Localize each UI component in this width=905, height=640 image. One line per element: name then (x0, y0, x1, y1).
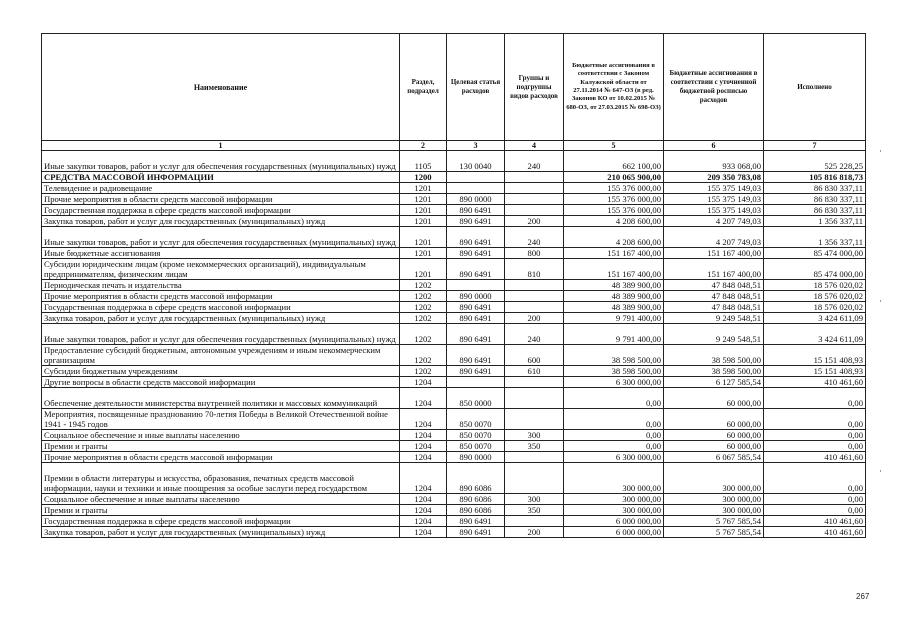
cell-name: Мероприятия, посвященные празднованию 70-летия Победы в Великой Отечественной войне 1941 - 1945 годов (42, 409, 400, 430)
cell-target: 890 6491 (447, 259, 505, 280)
cell-section: 1201 (400, 248, 447, 259)
cell-budget-law: 6 000 000,00 (564, 527, 664, 538)
cell-executed: 0,00 (764, 441, 866, 452)
cell-budget-law: 9 791 400,00 (564, 313, 664, 324)
cell-name: Предоставление субсидий бюджетным, автономным учреждениям и иным некоммерческим организациям (42, 345, 400, 366)
cell-executed: 15 151 408,93 (764, 366, 866, 377)
cell-target: 850 0070 (447, 441, 505, 452)
cell-name: Закупка товаров, работ и услуг для государственных (муниципальных) нужд (42, 216, 400, 227)
cell-target (447, 377, 505, 388)
cell-budget-law: 210 065 900,00 (564, 172, 664, 183)
cell-group (505, 280, 564, 291)
cell-section: 1201 (400, 183, 447, 194)
cell-group: 240 (505, 227, 564, 248)
cell-group: 200 (505, 216, 564, 227)
cell-budget-law: 38 598 500,00 (564, 366, 664, 377)
cell-group (505, 516, 564, 527)
cell-group: 240 (505, 151, 564, 172)
cell-group (505, 409, 564, 430)
cell-budget-list: 933 068,00 (664, 151, 764, 172)
cell-budget-list: 38 598 500,00 (664, 345, 764, 366)
cell-target: 890 0000 (447, 452, 505, 463)
cell-budget-list: 47 848 048,51 (664, 291, 764, 302)
cell-executed: 410 461,60 (764, 527, 866, 538)
cell-budget-list: 5 767 585,54 (664, 527, 764, 538)
cell-name: Периодическая печать и издательства (42, 280, 400, 291)
table-row (42, 194, 866, 205)
header-executed: Исполнено (764, 34, 866, 141)
cell-name: Иные закупки товаров, работ и услуг для обеспечения государственных (муниципальных) нужд (42, 324, 400, 345)
cell-budget-law: 38 598 500,00 (564, 345, 664, 366)
cell-executed: 86 830 337,11 (764, 194, 866, 205)
cell-section: 1204 (400, 516, 447, 527)
column-number: 5 (564, 141, 664, 151)
cell-budget-law: 151 167 400,00 (564, 248, 664, 259)
cell-budget-law: 0,00 (564, 441, 664, 452)
cell-budget-law: 300 000,00 (564, 463, 664, 494)
table-row (42, 441, 866, 452)
cell-section: 1202 (400, 366, 447, 377)
cell-group: 200 (505, 527, 564, 538)
cell-group (505, 463, 564, 494)
budget-table (41, 33, 866, 538)
cell-name: Другие вопросы в области средств массовой информации (42, 377, 400, 388)
cell-section: 1201 (400, 259, 447, 280)
margin-mark (880, 150, 881, 152)
cell-budget-list: 300 000,00 (664, 505, 764, 516)
table-row (42, 183, 866, 194)
cell-target: 890 6491 (447, 527, 505, 538)
cell-executed: 18 576 020,02 (764, 280, 866, 291)
cell-target (447, 280, 505, 291)
column-number-row (42, 141, 866, 151)
column-number: 4 (505, 141, 564, 151)
cell-group: 300 (505, 430, 564, 441)
budget-report-sheet (41, 33, 865, 538)
cell-name: Иные закупки товаров, работ и услуг для обеспечения государственных (муниципальных) нужд (42, 151, 400, 172)
cell-budget-law: 4 208 600,00 (564, 216, 664, 227)
cell-executed: 410 461,60 (764, 516, 866, 527)
cell-budget-law: 48 389 900,00 (564, 291, 664, 302)
cell-budget-list: 6 067 585,54 (664, 452, 764, 463)
cell-target: 130 0040 (447, 151, 505, 172)
cell-budget-law: 6 300 000,00 (564, 452, 664, 463)
table-row (42, 494, 866, 505)
cell-section: 1201 (400, 216, 447, 227)
cell-budget-law: 300 000,00 (564, 505, 664, 516)
cell-target: 890 6491 (447, 302, 505, 313)
cell-group (505, 183, 564, 194)
cell-executed: 3 424 611,09 (764, 313, 866, 324)
cell-name: Иные бюджетные ассигнования (42, 248, 400, 259)
cell-budget-list: 300 000,00 (664, 494, 764, 505)
cell-executed: 18 576 020,02 (764, 291, 866, 302)
cell-target: 850 0070 (447, 430, 505, 441)
cell-target: 850 0000 (447, 388, 505, 409)
cell-section: 1105 (400, 151, 447, 172)
cell-budget-list: 4 207 749,03 (664, 216, 764, 227)
cell-section: 1204 (400, 388, 447, 409)
cell-executed: 86 830 337,11 (764, 183, 866, 194)
cell-executed: 18 576 020,02 (764, 302, 866, 313)
cell-executed: 0,00 (764, 463, 866, 494)
cell-budget-list: 5 767 585,54 (664, 516, 764, 527)
cell-budget-list: 9 249 548,51 (664, 324, 764, 345)
cell-budget-list: 300 000,00 (664, 463, 764, 494)
cell-target: 890 6491 (447, 205, 505, 216)
table-row (42, 151, 866, 172)
cell-budget-law: 6 300 000,00 (564, 377, 664, 388)
cell-group (505, 205, 564, 216)
cell-name: Социальное обеспечение и иные выплаты населению (42, 494, 400, 505)
cell-target: 890 6491 (447, 227, 505, 248)
cell-section: 1204 (400, 494, 447, 505)
cell-section: 1202 (400, 291, 447, 302)
cell-name: Обеспечение деятельности министерства внутренней политики и массовых коммуникаций (42, 388, 400, 409)
cell-executed: 410 461,60 (764, 377, 866, 388)
cell-group: 350 (505, 441, 564, 452)
cell-section: 1202 (400, 302, 447, 313)
table-row (42, 302, 866, 313)
cell-group (505, 172, 564, 183)
cell-budget-law: 0,00 (564, 430, 664, 441)
cell-name: Государственная поддержка в сфере средств массовой информации (42, 205, 400, 216)
cell-section: 1201 (400, 227, 447, 248)
cell-name: Премии и гранты (42, 505, 400, 516)
table-row (42, 259, 866, 280)
cell-name: СРЕДСТВА МАССОВОЙ ИНФОРМАЦИИ (42, 172, 400, 183)
cell-budget-law: 300 000,00 (564, 494, 664, 505)
margin-mark (880, 300, 881, 302)
cell-executed: 0,00 (764, 409, 866, 430)
cell-section: 1202 (400, 345, 447, 366)
column-number: 6 (664, 141, 764, 151)
cell-budget-list: 47 848 048,51 (664, 280, 764, 291)
cell-target: 890 6491 (447, 516, 505, 527)
cell-budget-list: 151 167 400,00 (664, 248, 764, 259)
cell-budget-law: 662 100,00 (564, 151, 664, 172)
cell-target: 890 0000 (447, 194, 505, 205)
cell-target: 890 6491 (447, 366, 505, 377)
table-row (42, 313, 866, 324)
page-number: 267 (856, 592, 870, 601)
cell-name: Премии и гранты (42, 441, 400, 452)
table-row (42, 409, 866, 430)
cell-budget-list: 60 000,00 (664, 388, 764, 409)
table-row (42, 516, 866, 527)
cell-executed: 0,00 (764, 494, 866, 505)
cell-group: 300 (505, 494, 564, 505)
cell-budget-law: 155 376 000,00 (564, 183, 664, 194)
cell-executed: 85 474 000,00 (764, 248, 866, 259)
table-row (42, 172, 866, 183)
table-row (42, 505, 866, 516)
cell-executed: 1 356 337,11 (764, 227, 866, 248)
table-row (42, 452, 866, 463)
cell-name: Социальное обеспечение и иные выплаты населению (42, 430, 400, 441)
cell-budget-list: 4 207 749,03 (664, 227, 764, 248)
cell-executed: 105 816 818,73 (764, 172, 866, 183)
cell-budget-law: 0,00 (564, 388, 664, 409)
cell-group: 610 (505, 366, 564, 377)
table-row (42, 377, 866, 388)
table-row (42, 205, 866, 216)
cell-budget-list: 155 375 149,03 (664, 194, 764, 205)
cell-section: 1204 (400, 377, 447, 388)
cell-budget-list: 155 375 149,03 (664, 205, 764, 216)
cell-budget-list: 155 375 149,03 (664, 183, 764, 194)
cell-group (505, 291, 564, 302)
cell-target: 890 6086 (447, 463, 505, 494)
cell-name: Премии в области литературы и искусства, образования, печатных средств массовой информации, науки и техники и иные поощрения за особые заслуги перед государством (42, 463, 400, 494)
table-row (42, 388, 866, 409)
column-number: 2 (400, 141, 447, 151)
cell-name: Прочие мероприятия в области средств массовой информации (42, 452, 400, 463)
cell-group (505, 302, 564, 313)
cell-section: 1201 (400, 205, 447, 216)
cell-target: 890 6491 (447, 248, 505, 259)
cell-name: Субсидии бюджетным учреждениям (42, 366, 400, 377)
table-row (42, 248, 866, 259)
table-row (42, 527, 866, 538)
table-row (42, 291, 866, 302)
cell-target: 890 0000 (447, 291, 505, 302)
table-header-row (42, 34, 866, 141)
cell-executed: 0,00 (764, 430, 866, 441)
cell-budget-law: 155 376 000,00 (564, 194, 664, 205)
cell-target: 890 6491 (447, 324, 505, 345)
cell-group (505, 194, 564, 205)
cell-group (505, 377, 564, 388)
header-budget-list: Бюджетные ассигнования в соответствии с уточненной бюджетной росписью расходов (664, 34, 764, 141)
cell-name: Государственная поддержка в сфере средств массовой информации (42, 302, 400, 313)
cell-budget-law: 6 000 000,00 (564, 516, 664, 527)
table-row (42, 216, 866, 227)
table-body (42, 151, 866, 538)
cell-target: 850 0070 (447, 409, 505, 430)
cell-target: 890 6491 (447, 313, 505, 324)
margin-mark (880, 470, 881, 472)
cell-section: 1204 (400, 441, 447, 452)
cell-target (447, 172, 505, 183)
cell-executed: 86 830 337,11 (764, 205, 866, 216)
cell-executed: 85 474 000,00 (764, 259, 866, 280)
cell-section: 1204 (400, 505, 447, 516)
cell-executed: 525 228,25 (764, 151, 866, 172)
cell-budget-law: 151 167 400,00 (564, 259, 664, 280)
cell-budget-list: 38 598 500,00 (664, 366, 764, 377)
cell-name: Государственная поддержка в сфере средств массовой информации (42, 516, 400, 527)
cell-budget-list: 60 000,00 (664, 430, 764, 441)
cell-budget-law: 155 376 000,00 (564, 205, 664, 216)
cell-name: Закупка товаров, работ и услуг для государственных (муниципальных) нужд (42, 527, 400, 538)
cell-group: 600 (505, 345, 564, 366)
column-number: 7 (764, 141, 866, 151)
cell-section: 1200 (400, 172, 447, 183)
table-row (42, 366, 866, 377)
header-name: Наименование (42, 34, 400, 141)
header-groups: Группы и подгруппы видов расходов (505, 34, 564, 141)
cell-group (505, 452, 564, 463)
cell-budget-list: 209 350 783,08 (664, 172, 764, 183)
cell-name: Прочие мероприятия в области средств массовой информации (42, 194, 400, 205)
table-row (42, 430, 866, 441)
cell-budget-list: 151 167 400,00 (664, 259, 764, 280)
cell-target: 890 6086 (447, 494, 505, 505)
cell-executed: 0,00 (764, 388, 866, 409)
cell-section: 1202 (400, 313, 447, 324)
cell-executed: 0,00 (764, 505, 866, 516)
cell-name: Закупка товаров, работ и услуг для государственных (муниципальных) нужд (42, 313, 400, 324)
table-row (42, 324, 866, 345)
cell-target: 890 6491 (447, 216, 505, 227)
cell-group: 240 (505, 324, 564, 345)
cell-group: 800 (505, 248, 564, 259)
cell-name: Телевидение и радиовещание (42, 183, 400, 194)
cell-section: 1204 (400, 527, 447, 538)
cell-target (447, 183, 505, 194)
cell-target: 890 6086 (447, 505, 505, 516)
cell-budget-list: 60 000,00 (664, 441, 764, 452)
table-row (42, 280, 866, 291)
cell-section: 1202 (400, 324, 447, 345)
cell-section: 1204 (400, 463, 447, 494)
table-row (42, 345, 866, 366)
cell-section: 1204 (400, 430, 447, 441)
cell-budget-law: 9 791 400,00 (564, 324, 664, 345)
cell-group: 200 (505, 313, 564, 324)
cell-budget-law: 4 208 600,00 (564, 227, 664, 248)
column-number: 1 (42, 141, 400, 151)
cell-budget-list: 9 249 548,51 (664, 313, 764, 324)
cell-section: 1204 (400, 409, 447, 430)
cell-name: Иные закупки товаров, работ и услуг для обеспечения государственных (муниципальных) нужд (42, 227, 400, 248)
cell-target: 890 6491 (447, 345, 505, 366)
cell-name: Субсидии юридическим лицам (кроме некоммерческих организаций), индивидуальным предпринимателям, физическим лицам (42, 259, 400, 280)
cell-budget-list: 47 848 048,51 (664, 302, 764, 313)
table-row (42, 463, 866, 494)
cell-budget-list: 60 000,00 (664, 409, 764, 430)
cell-section: 1201 (400, 194, 447, 205)
cell-budget-law: 48 389 900,00 (564, 302, 664, 313)
cell-executed: 3 424 611,09 (764, 324, 866, 345)
cell-executed: 15 151 408,93 (764, 345, 866, 366)
header-budget-law: Бюджетные ассигнования в соответствии с Законом Калужской области от 27.11.2014 № 647-ОЗ (в ред. Законов КО от 10.02.2015 № 680-ОЗ, от 27.03.2015 № 698-ОЗ) (564, 34, 664, 141)
cell-group: 810 (505, 259, 564, 280)
cell-section: 1202 (400, 280, 447, 291)
cell-executed: 1 356 337,11 (764, 216, 866, 227)
cell-executed: 410 461,60 (764, 452, 866, 463)
cell-section: 1204 (400, 452, 447, 463)
header-section: Раздел, подраздел (400, 34, 447, 141)
cell-budget-law: 48 389 900,00 (564, 280, 664, 291)
cell-name: Прочие мероприятия в области средств массовой информации (42, 291, 400, 302)
cell-budget-list: 6 127 585,54 (664, 377, 764, 388)
table-row (42, 227, 866, 248)
cell-group: 350 (505, 505, 564, 516)
column-number: 3 (447, 141, 505, 151)
header-target: Целевая статья расходов (447, 34, 505, 141)
cell-budget-law: 0,00 (564, 409, 664, 430)
cell-group (505, 388, 564, 409)
